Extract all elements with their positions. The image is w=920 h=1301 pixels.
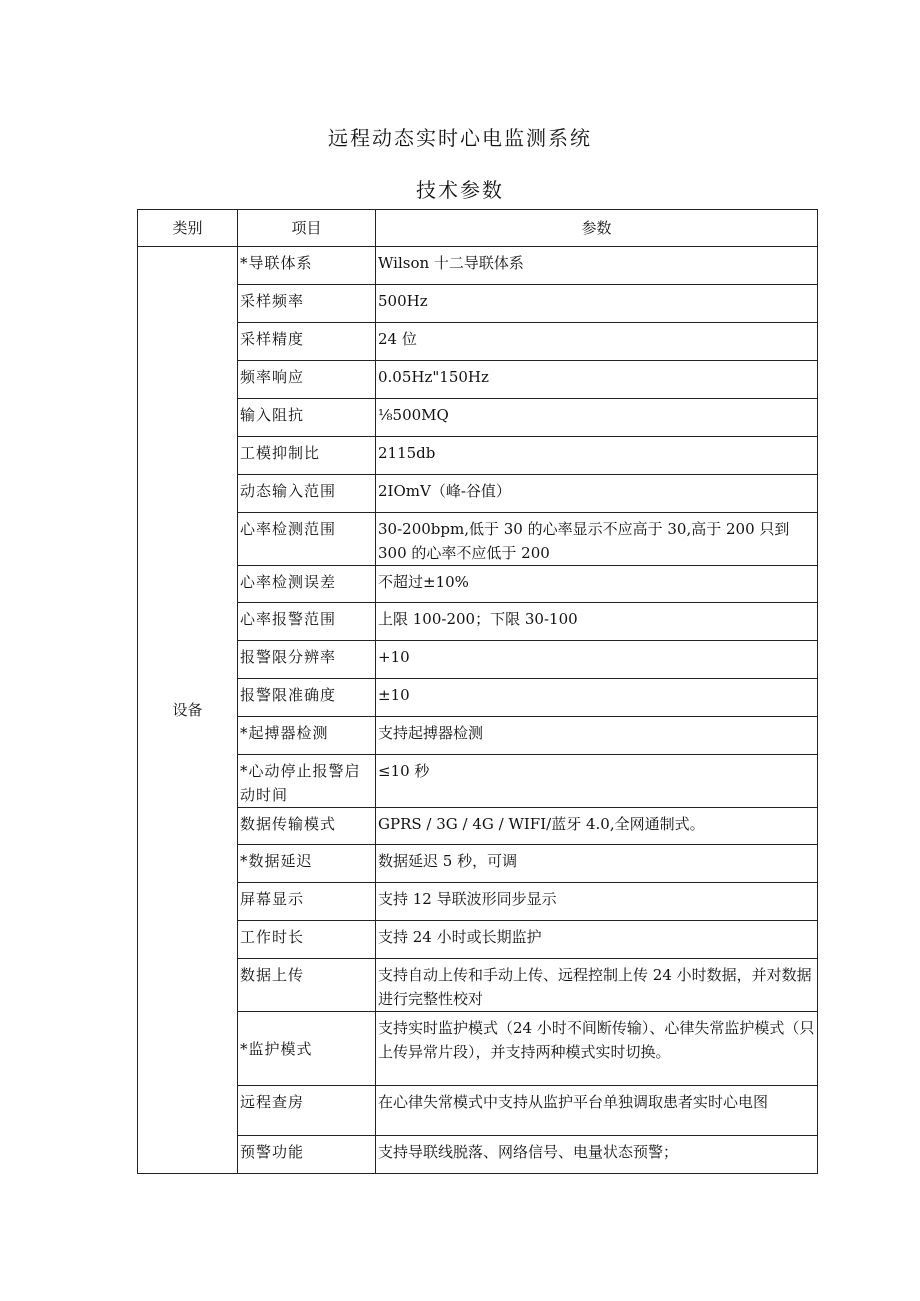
table-row — [138, 285, 818, 323]
table-row — [138, 437, 818, 475]
value-cell: 支持起搏器检测 — [376, 717, 818, 755]
table-row — [138, 323, 818, 361]
table-row — [138, 1086, 818, 1136]
item-cell: 频率响应 — [238, 361, 376, 399]
value-cell: ±10 — [376, 679, 818, 717]
document-subtitle: 技术参数 — [416, 178, 504, 202]
item-cell: 心率检测误差 — [238, 566, 376, 603]
value-cell: 2IOmV（峰-谷值） — [376, 475, 818, 513]
table-row — [138, 603, 818, 641]
item-cell: 采样精度 — [238, 323, 376, 361]
header-category: 类别 — [138, 210, 238, 247]
value-cell: ⅛500MQ — [376, 399, 818, 437]
value-cell: 支持 12 导联波形同步显示 — [376, 883, 818, 921]
table-row — [138, 883, 818, 921]
item-cell: *导联体系 — [238, 247, 376, 285]
value-cell: 在心律失常模式中支持从监护平台单独调取患者实时心电图 — [376, 1086, 818, 1136]
value-cell: 支持实时监护模式（24 小时不间断传输）、心律失常监护模式（只上传异常片段），并支持两种模式实时切换。 — [376, 1012, 818, 1086]
table-row — [138, 399, 818, 437]
document-title: 远程动态实时心电监测系统 — [328, 126, 592, 150]
table-row — [138, 1136, 818, 1174]
spec-table — [137, 209, 818, 1174]
item-cell: 报警限准确度 — [238, 679, 376, 717]
item-cell: 屏幕显示 — [238, 883, 376, 921]
item-cell: *监护模式 — [238, 1012, 376, 1086]
value-cell: 0.05Hz"150Hz — [376, 361, 818, 399]
table-row — [138, 717, 818, 755]
table-header-row — [138, 210, 818, 247]
table-row — [138, 361, 818, 399]
item-cell: 采样频率 — [238, 285, 376, 323]
table-row — [138, 641, 818, 679]
table-row — [138, 247, 818, 285]
category-cell: 设备 — [138, 247, 238, 1174]
item-cell: *起搏器检测 — [238, 717, 376, 755]
value-cell: 上限 100-200；下限 30-100 — [376, 603, 818, 641]
value-cell: GPRS / 3G / 4G / WIFI/蓝牙 4.0,全网通制式。 — [376, 808, 818, 845]
table-row — [138, 566, 818, 603]
value-cell: 支持 24 小时或长期监护 — [376, 921, 818, 959]
table-row — [138, 808, 818, 845]
value-cell: +10 — [376, 641, 818, 679]
table-row — [138, 475, 818, 513]
value-cell: ≤10 秒 — [376, 755, 818, 808]
item-cell: 动态输入范围 — [238, 475, 376, 513]
value-cell: 支持自动上传和手动上传、远程控制上传 24 小时数据，并对数据进行完整性校对 — [376, 959, 818, 1012]
table-row — [138, 755, 818, 808]
item-cell: 工模抑制比 — [238, 437, 376, 475]
item-cell: *数据延迟 — [238, 845, 376, 883]
item-cell: 远程查房 — [238, 1086, 376, 1136]
header-item: 项目 — [238, 210, 376, 247]
value-cell: 2115db — [376, 437, 818, 475]
item-cell: 心率检测范围 — [238, 513, 376, 566]
table-row — [138, 679, 818, 717]
value-cell: Wilson 十二导联体系 — [376, 247, 818, 285]
item-cell: 预警功能 — [238, 1136, 376, 1174]
table-row — [138, 1012, 818, 1086]
table-row — [138, 921, 818, 959]
table-row — [138, 513, 818, 566]
value-cell: 24 位 — [376, 323, 818, 361]
table-row — [138, 845, 818, 883]
item-cell: 数据传输模式 — [238, 808, 376, 845]
value-cell: 不超过±10% — [376, 566, 818, 603]
item-cell: 数据上传 — [238, 959, 376, 1012]
value-cell: 支持导联线脱落、网络信号、电量状态预警； — [376, 1136, 818, 1174]
item-cell: 心率报警范围 — [238, 603, 376, 641]
item-cell: 报警限分辨率 — [238, 641, 376, 679]
header-value: 参数 — [376, 210, 818, 247]
value-cell: 30-200bpm,低于 30 的心率显示不应高于 30,高于 200 只到 300 的心率不应低于 200 — [376, 513, 818, 566]
value-cell: 500Hz — [376, 285, 818, 323]
table-row — [138, 959, 818, 1012]
item-cell: 工作时长 — [238, 921, 376, 959]
item-cell: *心动停止报警启动时间 — [238, 755, 376, 808]
value-cell: 数据延迟 5 秒，可调 — [376, 845, 818, 883]
item-cell: 输入阻抗 — [238, 399, 376, 437]
